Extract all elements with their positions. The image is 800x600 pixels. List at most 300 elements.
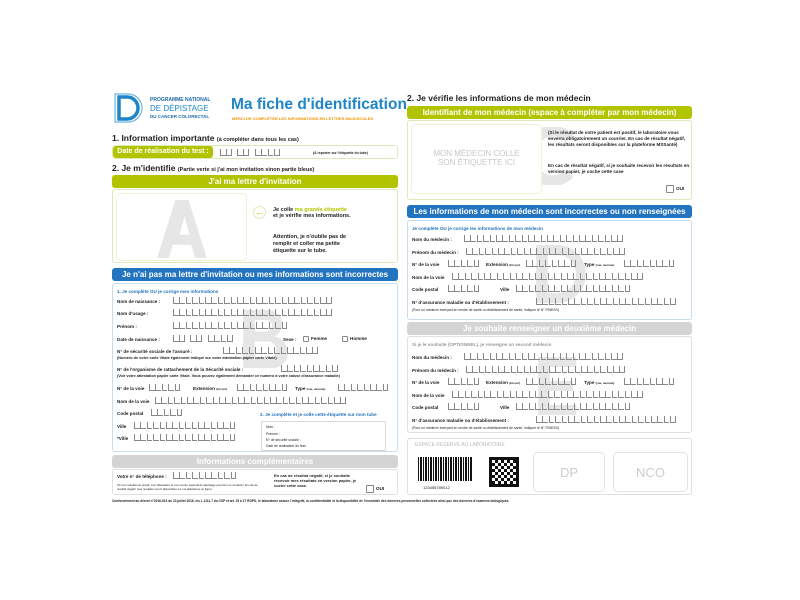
test-month-field[interactable] <box>237 149 250 156</box>
org-field[interactable] <box>281 365 339 372</box>
char-box[interactable] <box>607 248 613 255</box>
char-box[interactable] <box>231 297 237 304</box>
char-box[interactable] <box>224 322 230 329</box>
char-box[interactable] <box>651 298 657 305</box>
char-box[interactable] <box>511 248 517 255</box>
char-box[interactable] <box>448 285 454 292</box>
char-box[interactable] <box>542 403 548 410</box>
char-box[interactable] <box>219 397 225 404</box>
char-box[interactable] <box>567 391 573 398</box>
char-box[interactable] <box>618 273 624 280</box>
char-box[interactable] <box>175 384 181 391</box>
char-box[interactable] <box>328 397 334 404</box>
char-box[interactable] <box>561 403 567 410</box>
char-box[interactable] <box>598 235 604 242</box>
char-box[interactable] <box>223 434 229 441</box>
char-box[interactable] <box>181 397 187 404</box>
char-box[interactable] <box>619 366 625 373</box>
doctor-first-name-field[interactable] <box>466 366 626 373</box>
char-box[interactable] <box>251 397 257 404</box>
char-box[interactable] <box>496 235 502 242</box>
char-box[interactable] <box>237 309 243 316</box>
char-box[interactable] <box>606 298 612 305</box>
char-box[interactable] <box>617 353 623 360</box>
char-box[interactable] <box>230 434 236 441</box>
char-box[interactable] <box>552 378 558 385</box>
char-box[interactable] <box>529 391 535 398</box>
char-box[interactable] <box>467 378 473 385</box>
char-box[interactable] <box>344 384 350 391</box>
char-box[interactable] <box>461 260 467 267</box>
char-box[interactable] <box>198 434 204 441</box>
char-box[interactable] <box>217 434 223 441</box>
char-box[interactable] <box>490 273 496 280</box>
char-box[interactable] <box>321 397 327 404</box>
char-box[interactable] <box>224 297 230 304</box>
char-box[interactable] <box>185 434 191 441</box>
char-box[interactable] <box>534 235 540 242</box>
char-box[interactable] <box>320 297 326 304</box>
doctor-sticker-area[interactable]: MON MÉDECIN COLLE SON ÉTIQUETTE ICI <box>411 124 542 194</box>
char-box[interactable] <box>162 384 168 391</box>
char-box[interactable] <box>179 309 185 316</box>
doctor-postal-code-field[interactable] <box>448 403 480 410</box>
char-box[interactable] <box>560 353 566 360</box>
char-box[interactable] <box>631 273 637 280</box>
char-box[interactable] <box>496 353 502 360</box>
char-box[interactable] <box>522 391 528 398</box>
char-box[interactable] <box>172 422 178 429</box>
char-box[interactable] <box>612 285 618 292</box>
char-box[interactable] <box>264 397 270 404</box>
char-box[interactable] <box>562 298 568 305</box>
test-year-field[interactable] <box>255 149 281 156</box>
char-box[interactable] <box>172 434 178 441</box>
doctor-insurance-number-field[interactable] <box>536 298 677 305</box>
char-box[interactable] <box>562 416 568 423</box>
char-box[interactable] <box>211 472 217 479</box>
char-box[interactable] <box>276 397 282 404</box>
char-box[interactable] <box>332 365 338 372</box>
char-box[interactable] <box>211 297 217 304</box>
char-box[interactable] <box>579 235 585 242</box>
char-box[interactable] <box>492 366 498 373</box>
char-box[interactable] <box>522 235 528 242</box>
char-box[interactable] <box>657 298 663 305</box>
char-box[interactable] <box>149 384 155 391</box>
char-box[interactable] <box>529 273 535 280</box>
char-box[interactable] <box>289 397 295 404</box>
char-box[interactable] <box>669 260 675 267</box>
char-box[interactable] <box>587 416 593 423</box>
street-name-field[interactable] <box>155 397 347 404</box>
birth-month-field[interactable] <box>190 335 203 342</box>
char-box[interactable] <box>319 365 325 372</box>
char-box[interactable] <box>448 260 454 267</box>
char-box[interactable] <box>294 309 300 316</box>
char-box[interactable] <box>561 273 567 280</box>
char-box[interactable] <box>454 403 460 410</box>
char-box[interactable] <box>549 416 555 423</box>
doctor-street-name-field[interactable] <box>452 273 644 280</box>
char-box[interactable] <box>553 235 559 242</box>
char-box[interactable] <box>528 353 534 360</box>
char-box[interactable] <box>134 434 140 441</box>
char-box[interactable] <box>529 403 535 410</box>
char-box[interactable] <box>179 297 185 304</box>
char-box[interactable] <box>625 403 631 410</box>
char-box[interactable] <box>664 298 670 305</box>
char-box[interactable] <box>593 391 599 398</box>
male-checkbox[interactable]: Homme <box>342 336 367 342</box>
char-box[interactable] <box>594 298 600 305</box>
char-box[interactable] <box>147 422 153 429</box>
char-box[interactable] <box>490 391 496 398</box>
char-box[interactable] <box>555 366 561 373</box>
char-box[interactable] <box>534 353 540 360</box>
char-box[interactable] <box>211 422 217 429</box>
char-box[interactable] <box>454 378 460 385</box>
extension-field[interactable] <box>237 384 288 391</box>
char-box[interactable] <box>225 397 231 404</box>
char-box[interactable] <box>236 347 242 354</box>
char-box[interactable] <box>605 403 611 410</box>
char-box[interactable] <box>558 378 564 385</box>
char-box[interactable] <box>536 248 542 255</box>
char-box[interactable] <box>244 397 250 404</box>
char-box[interactable] <box>288 297 294 304</box>
char-box[interactable] <box>256 297 262 304</box>
char-box[interactable] <box>567 285 573 292</box>
char-box[interactable] <box>454 260 460 267</box>
char-box[interactable] <box>539 260 545 267</box>
char-box[interactable] <box>593 273 599 280</box>
char-box[interactable] <box>574 298 580 305</box>
char-box[interactable] <box>618 403 624 410</box>
char-box[interactable] <box>294 365 300 372</box>
char-box[interactable] <box>662 378 668 385</box>
char-box[interactable] <box>497 273 503 280</box>
char-box[interactable] <box>364 384 370 391</box>
char-box[interactable] <box>166 422 172 429</box>
char-box[interactable] <box>586 403 592 410</box>
char-box[interactable] <box>302 397 308 404</box>
char-box[interactable] <box>274 347 280 354</box>
char-box[interactable] <box>155 384 161 391</box>
char-box[interactable] <box>548 403 554 410</box>
char-box[interactable] <box>530 366 536 373</box>
char-box[interactable] <box>448 378 454 385</box>
char-box[interactable] <box>465 273 471 280</box>
char-box[interactable] <box>562 366 568 373</box>
char-box[interactable] <box>599 285 605 292</box>
char-box[interactable] <box>274 149 280 156</box>
char-box[interactable] <box>338 384 344 391</box>
char-box[interactable] <box>448 403 454 410</box>
char-box[interactable] <box>211 434 217 441</box>
char-box[interactable] <box>502 235 508 242</box>
char-box[interactable] <box>168 384 174 391</box>
char-box[interactable] <box>599 391 605 398</box>
char-box[interactable] <box>613 366 619 373</box>
char-box[interactable] <box>179 322 185 329</box>
char-box[interactable] <box>250 322 256 329</box>
char-box[interactable] <box>564 260 570 267</box>
char-box[interactable] <box>287 347 293 354</box>
char-box[interactable] <box>232 397 238 404</box>
char-box[interactable] <box>465 391 471 398</box>
char-box[interactable] <box>263 384 269 391</box>
doctor-paper-checkbox[interactable]: OUI <box>666 185 684 193</box>
char-box[interactable] <box>255 347 261 354</box>
char-box[interactable] <box>192 434 198 441</box>
char-box[interactable] <box>637 391 643 398</box>
char-box[interactable] <box>567 273 573 280</box>
char-box[interactable] <box>613 248 619 255</box>
char-box[interactable] <box>497 391 503 398</box>
char-box[interactable] <box>541 273 547 280</box>
char-box[interactable] <box>548 391 554 398</box>
char-box[interactable] <box>224 472 230 479</box>
char-box[interactable] <box>630 378 636 385</box>
char-box[interactable] <box>573 235 579 242</box>
char-box[interactable] <box>231 472 237 479</box>
char-box[interactable] <box>256 309 262 316</box>
char-box[interactable] <box>630 260 636 267</box>
char-box[interactable] <box>261 347 267 354</box>
char-box[interactable] <box>526 378 532 385</box>
char-box[interactable] <box>617 235 623 242</box>
char-box[interactable] <box>541 353 547 360</box>
char-box[interactable] <box>190 335 196 342</box>
char-box[interactable] <box>599 403 605 410</box>
char-box[interactable] <box>650 378 656 385</box>
char-box[interactable] <box>213 397 219 404</box>
char-box[interactable] <box>282 309 288 316</box>
char-box[interactable] <box>605 391 611 398</box>
char-box[interactable] <box>177 409 183 416</box>
char-box[interactable] <box>205 297 211 304</box>
char-box[interactable] <box>490 235 496 242</box>
char-box[interactable] <box>586 273 592 280</box>
char-box[interactable] <box>600 366 606 373</box>
char-box[interactable] <box>542 298 548 305</box>
big-label-area[interactable] <box>116 193 247 261</box>
char-box[interactable] <box>536 416 542 423</box>
char-box[interactable] <box>147 434 153 441</box>
char-box[interactable] <box>561 285 567 292</box>
char-box[interactable] <box>524 248 530 255</box>
char-box[interactable] <box>307 365 313 372</box>
char-box[interactable] <box>221 335 227 342</box>
char-box[interactable] <box>214 335 220 342</box>
char-box[interactable] <box>470 235 476 242</box>
char-box[interactable] <box>474 285 480 292</box>
char-box[interactable] <box>555 298 561 305</box>
char-box[interactable] <box>566 235 572 242</box>
char-box[interactable] <box>605 273 611 280</box>
char-box[interactable] <box>288 309 294 316</box>
char-box[interactable] <box>293 347 299 354</box>
char-box[interactable] <box>573 391 579 398</box>
char-box[interactable] <box>262 322 268 329</box>
char-box[interactable] <box>485 248 491 255</box>
char-box[interactable] <box>554 391 560 398</box>
char-box[interactable] <box>173 297 179 304</box>
char-box[interactable] <box>600 416 606 423</box>
char-box[interactable] <box>613 298 619 305</box>
char-box[interactable] <box>173 309 179 316</box>
char-box[interactable] <box>612 391 618 398</box>
char-box[interactable] <box>173 335 179 342</box>
char-box[interactable] <box>504 366 510 373</box>
char-box[interactable] <box>170 409 176 416</box>
char-box[interactable] <box>320 309 326 316</box>
doctor-city-field[interactable] <box>516 285 631 292</box>
char-box[interactable] <box>155 397 161 404</box>
char-box[interactable] <box>257 397 263 404</box>
char-box[interactable] <box>454 285 460 292</box>
char-box[interactable] <box>593 285 599 292</box>
char-box[interactable] <box>192 309 198 316</box>
char-box[interactable] <box>186 297 192 304</box>
char-box[interactable] <box>558 260 564 267</box>
char-box[interactable] <box>275 309 281 316</box>
char-box[interactable] <box>326 365 332 372</box>
char-box[interactable] <box>524 366 530 373</box>
char-box[interactable] <box>594 366 600 373</box>
char-box[interactable] <box>510 273 516 280</box>
char-box[interactable] <box>605 285 611 292</box>
char-box[interactable] <box>545 378 551 385</box>
char-box[interactable] <box>618 285 624 292</box>
char-box[interactable] <box>275 297 281 304</box>
char-box[interactable] <box>218 309 224 316</box>
char-box[interactable] <box>585 353 591 360</box>
char-box[interactable] <box>504 248 510 255</box>
char-box[interactable] <box>198 422 204 429</box>
char-box[interactable] <box>553 353 559 360</box>
char-box[interactable] <box>510 391 516 398</box>
char-box[interactable] <box>532 260 538 267</box>
char-box[interactable] <box>187 397 193 404</box>
char-box[interactable] <box>483 353 489 360</box>
char-box[interactable] <box>300 365 306 372</box>
char-box[interactable] <box>483 235 489 242</box>
char-box[interactable] <box>186 309 192 316</box>
char-box[interactable] <box>552 260 558 267</box>
char-box[interactable] <box>611 353 617 360</box>
char-box[interactable] <box>283 397 289 404</box>
char-box[interactable] <box>261 149 267 156</box>
char-box[interactable] <box>179 472 185 479</box>
char-box[interactable] <box>574 285 580 292</box>
char-box[interactable] <box>243 309 249 316</box>
char-box[interactable] <box>269 384 275 391</box>
char-box[interactable] <box>562 248 568 255</box>
first-name-field[interactable] <box>173 322 288 329</box>
char-box[interactable] <box>199 297 205 304</box>
char-box[interactable] <box>528 235 534 242</box>
usage-name-field[interactable] <box>173 309 333 316</box>
char-box[interactable] <box>532 378 538 385</box>
doctor-first-name-field[interactable] <box>466 248 626 255</box>
char-box[interactable] <box>205 472 211 479</box>
char-box[interactable] <box>492 248 498 255</box>
char-box[interactable] <box>179 434 185 441</box>
char-box[interactable] <box>484 391 490 398</box>
char-box[interactable] <box>657 416 663 423</box>
char-box[interactable] <box>632 416 638 423</box>
char-box[interactable] <box>606 416 612 423</box>
char-box[interactable] <box>543 366 549 373</box>
char-box[interactable] <box>199 322 205 329</box>
char-box[interactable] <box>472 248 478 255</box>
char-box[interactable] <box>479 248 485 255</box>
doctor-type-field[interactable] <box>624 378 675 385</box>
char-box[interactable] <box>153 422 159 429</box>
char-box[interactable] <box>357 384 363 391</box>
char-box[interactable] <box>458 391 464 398</box>
char-box[interactable] <box>593 403 599 410</box>
char-box[interactable] <box>200 397 206 404</box>
char-box[interactable] <box>605 235 611 242</box>
char-box[interactable] <box>192 297 198 304</box>
char-box[interactable] <box>498 366 504 373</box>
char-box[interactable] <box>516 403 522 410</box>
char-box[interactable] <box>206 397 212 404</box>
char-box[interactable] <box>650 260 656 267</box>
char-box[interactable] <box>539 378 545 385</box>
char-box[interactable] <box>541 235 547 242</box>
char-box[interactable] <box>554 273 560 280</box>
char-box[interactable] <box>458 273 464 280</box>
char-box[interactable] <box>238 397 244 404</box>
char-box[interactable] <box>199 472 205 479</box>
char-box[interactable] <box>581 248 587 255</box>
char-box[interactable] <box>268 347 274 354</box>
char-box[interactable] <box>547 235 553 242</box>
char-box[interactable] <box>516 391 522 398</box>
char-box[interactable] <box>568 366 574 373</box>
char-box[interactable] <box>313 365 319 372</box>
test-day-field[interactable] <box>220 149 233 156</box>
char-box[interactable] <box>545 260 551 267</box>
char-box[interactable] <box>376 384 382 391</box>
char-box[interactable] <box>315 397 321 404</box>
char-box[interactable] <box>536 366 542 373</box>
char-box[interactable] <box>670 416 676 423</box>
char-box[interactable] <box>580 403 586 410</box>
ssn-field[interactable] <box>223 347 319 354</box>
char-box[interactable] <box>566 353 572 360</box>
char-box[interactable] <box>282 322 288 329</box>
char-box[interactable] <box>160 434 166 441</box>
char-box[interactable] <box>586 391 592 398</box>
char-box[interactable] <box>643 378 649 385</box>
char-box[interactable] <box>185 422 191 429</box>
char-box[interactable] <box>230 422 236 429</box>
doctor-extension-field[interactable] <box>526 378 577 385</box>
char-box[interactable] <box>637 378 643 385</box>
char-box[interactable] <box>625 273 631 280</box>
char-box[interactable] <box>474 403 480 410</box>
char-box[interactable] <box>226 149 232 156</box>
char-box[interactable] <box>484 273 490 280</box>
char-box[interactable] <box>192 322 198 329</box>
doctor-postal-code-field[interactable] <box>448 285 480 292</box>
char-box[interactable] <box>472 366 478 373</box>
